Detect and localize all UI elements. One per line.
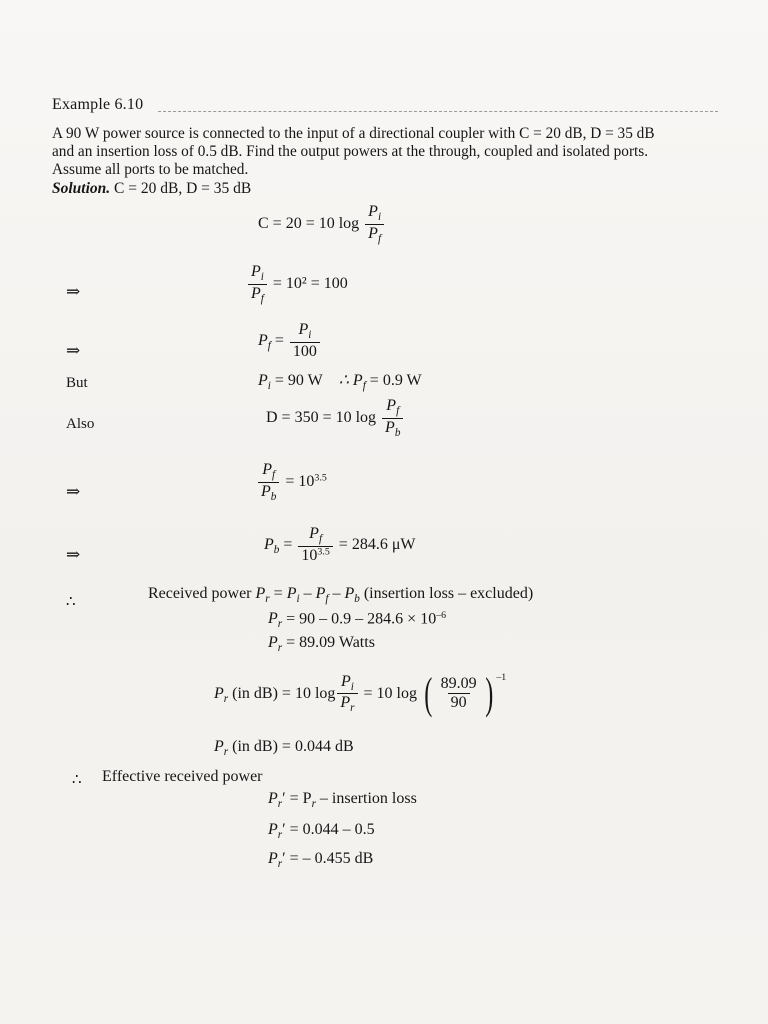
- equation-coupling: C = 20 = 10 log $\frac{P_i}{P_f}$: [258, 204, 386, 245]
- equation-effective-pr-result: $P_r'$ = – 0.455 dB: [268, 850, 374, 870]
- implies-arrow-3: ⇒: [66, 482, 81, 501]
- example-heading: Example 6.10: [52, 96, 144, 113]
- equation-power-ratio: $\frac{P_i}{P_f}$ = 10² = 100: [246, 264, 348, 305]
- equation-directivity: D = 350 = 10 log $\frac{P_f}{P_b}$: [266, 398, 405, 439]
- equation-effective-pr: $P_r' = P_r$ – insertion loss: [268, 790, 417, 810]
- equation-pr-calc: $P_r = 90 - 0.9 - 284.6 \times 10^{-6}$: [268, 610, 447, 631]
- implies-arrow-4: ⇒: [66, 545, 81, 564]
- equation-pb: $P_b$ = $\frac{P_f}{10^{3.5}}$ = 284.6 μW: [264, 525, 416, 564]
- implies-arrow-2: ⇒: [66, 341, 81, 360]
- therefore-symbol-1: ∴: [66, 594, 76, 610]
- solution-given: C = 20 dB, D = 35 dB: [114, 180, 252, 197]
- equation-pr-db-result: $P_r$ (in dB) = 0.044 dB: [214, 738, 354, 758]
- equation-pf: $P_f$ = $\frac{P_i}{100}$: [258, 322, 322, 360]
- label-effective-received-power: Effective received power: [102, 768, 263, 785]
- problem-statement-line-3: Assume all ports to be matched.: [52, 161, 249, 178]
- label-also: Also: [66, 416, 95, 432]
- problem-statement-line-2: and an insertion loss of 0.5 dB. Find the output powers at the through, coupled and isolated ports.: [52, 143, 649, 160]
- equation-directivity-ratio: $\frac{P_f}{P_b}$ = $10^{3.5}$: [256, 462, 327, 503]
- problem-statement-line-1: A 90 W power source is connected to the input of a directional coupler with C = 20 dB, D = 35 dB: [52, 125, 655, 142]
- solution-label: Solution.: [52, 180, 111, 197]
- solution-line: [52, 180, 251, 198]
- equation-pr-result: $P_r = 89.09$ Watts: [268, 634, 375, 654]
- equation-pr-db: $P_r$ (in dB) = 10 log $\frac{P_i}{P_r}$ = 10 log ( $\frac{89.09}{90}$ ) $^{-1}$: [214, 669, 507, 719]
- equation-received-power: Received power $P_r = P_i - P_f - P_b$ (insertion loss – excluded): [148, 585, 534, 605]
- implies-arrow-1: ⇒: [66, 282, 81, 301]
- label-but: But: [66, 375, 88, 391]
- equation-pi: $P_i = 90$ W ∴ $P_f = 0.9$ W: [258, 372, 422, 392]
- therefore-symbol-2: ∴: [72, 772, 82, 788]
- heading-rule: [158, 111, 718, 112]
- equation-effective-pr-calc: $P_r' = 0.044 - 0.5$: [268, 821, 375, 841]
